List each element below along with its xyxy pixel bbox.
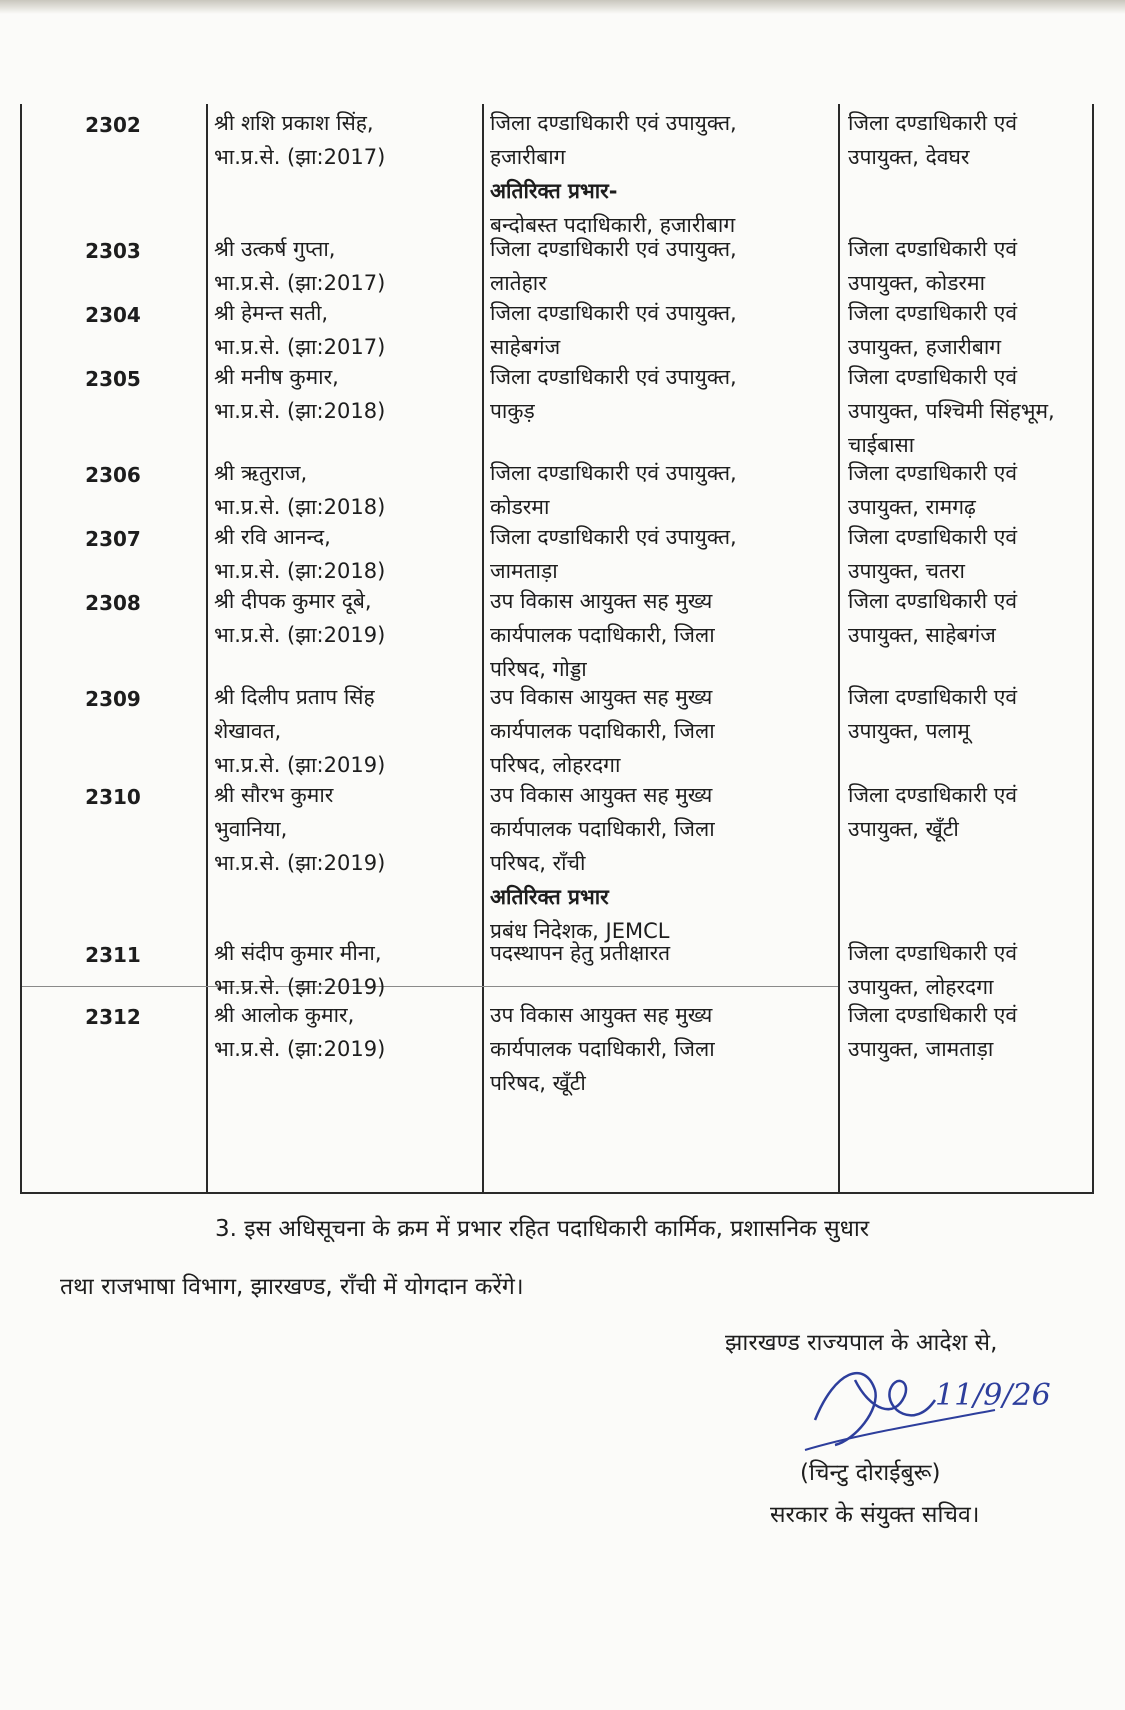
current-posting bbox=[486, 584, 840, 686]
current-posting-line: जिला दण्डाधिकारी एवं उपायुक्त, bbox=[490, 237, 737, 261]
new-posting bbox=[842, 106, 1093, 174]
serial-number: 2302 bbox=[85, 113, 141, 137]
current-posting-line: जामताड़ा bbox=[490, 559, 558, 583]
officer-name-line: श्री शशि प्रकाश सिंह, bbox=[214, 111, 374, 135]
paragraph-3-line-2: तथा राजभाषा विभाग, झारखण्ड, राँची में योगदान करेंगे। bbox=[60, 1274, 524, 1300]
officer-name bbox=[208, 232, 486, 300]
new-posting-line: उपायुक्त, पलामू bbox=[848, 719, 970, 743]
current-posting-line: कार्यपालक पदाधिकारी, जिला bbox=[490, 623, 715, 647]
officer-name bbox=[208, 680, 486, 782]
officer-name-line: श्री सौरभ कुमार bbox=[214, 783, 334, 807]
officer-name-line: श्री ऋतुराज, bbox=[214, 461, 308, 485]
signature-date: 11/9/26 bbox=[935, 1378, 1051, 1413]
new-posting bbox=[842, 296, 1093, 364]
officer-name-line: शेखावत, bbox=[214, 719, 282, 743]
current-posting-line: पाकुड़ bbox=[490, 399, 535, 423]
new-posting bbox=[842, 584, 1093, 652]
officer-name bbox=[208, 936, 486, 1004]
officer-name-line: भा.प्र.से. (झा:2017) bbox=[214, 271, 386, 295]
serial-number: 2307 bbox=[85, 527, 141, 551]
serial-number: 2311 bbox=[85, 943, 141, 967]
current-posting-line: उप विकास आयुक्त सह मुख्य bbox=[490, 1003, 713, 1027]
officer-name-line: भा.प्र.से. (झा:2018) bbox=[214, 559, 386, 583]
officer-name-line: भा.प्र.से. (झा:2017) bbox=[214, 145, 386, 169]
officer-name-line: भा.प्र.से. (झा:2019) bbox=[214, 1037, 386, 1061]
signatory-designation: सरकार के संयुक्त सचिव। bbox=[770, 1502, 980, 1528]
current-posting bbox=[486, 520, 840, 588]
current-posting bbox=[486, 456, 840, 524]
officer-name bbox=[208, 360, 486, 428]
current-posting bbox=[486, 778, 840, 948]
current-posting-line: जिला दण्डाधिकारी एवं उपायुक्त, bbox=[490, 525, 737, 549]
officer-name-line: श्री उत्कर्ष गुप्ता, bbox=[214, 237, 336, 261]
current-posting-line: लातेहार bbox=[490, 271, 547, 295]
current-posting bbox=[486, 936, 840, 970]
current-posting-line: उप विकास आयुक्त सह मुख्य bbox=[490, 685, 713, 709]
officer-name-line: श्री दिलीप प्रताप सिंह bbox=[214, 685, 375, 709]
current-posting-line: कार्यपालक पदाधिकारी, जिला bbox=[490, 817, 715, 841]
serial-number: 2310 bbox=[85, 785, 141, 809]
current-posting-line: जिला दण्डाधिकारी एवं उपायुक्त, bbox=[490, 461, 737, 485]
current-posting-line: कोडरमा bbox=[490, 495, 550, 519]
officer-name bbox=[208, 520, 486, 588]
current-posting-line: जिला दण्डाधिकारी एवं उपायुक्त, bbox=[490, 111, 737, 135]
current-posting-line: परिषद, लोहरदगा bbox=[490, 753, 621, 777]
officer-name-line: भा.प्र.से. (झा:2018) bbox=[214, 495, 386, 519]
additional-charge-heading: अतिरिक्त प्रभार bbox=[490, 885, 609, 909]
new-posting-line: उपायुक्त, खूँटी bbox=[848, 817, 959, 841]
new-posting-line: जिला दण्डाधिकारी एवं bbox=[848, 685, 1018, 709]
current-posting-line: कार्यपालक पदाधिकारी, जिला bbox=[490, 1037, 715, 1061]
new-posting-line: जिला दण्डाधिकारी एवं bbox=[848, 589, 1018, 613]
current-posting-line: कार्यपालक पदाधिकारी, जिला bbox=[490, 719, 715, 743]
serial-number: 2303 bbox=[85, 239, 141, 263]
new-posting bbox=[842, 520, 1093, 588]
current-posting-line: हजारीबाग bbox=[490, 145, 566, 169]
current-posting-line: परिषद, राँची bbox=[490, 851, 586, 875]
officer-name-line: श्री संदीप कुमार मीना, bbox=[214, 941, 382, 965]
new-posting bbox=[842, 360, 1093, 462]
current-posting-line: जिला दण्डाधिकारी एवं उपायुक्त, bbox=[490, 365, 737, 389]
signatory-name: (चिन्टु दोराईबुरू) bbox=[800, 1460, 941, 1486]
new-posting-line: जिला दण्डाधिकारी एवं bbox=[848, 1003, 1018, 1027]
new-posting-line: उपायुक्त, हजारीबाग bbox=[848, 335, 1002, 359]
officer-name-line: श्री मनीष कुमार, bbox=[214, 365, 339, 389]
new-posting-line: उपायुक्त, जामताड़ा bbox=[848, 1037, 994, 1061]
current-posting-line: परिषद, खूँटी bbox=[490, 1071, 586, 1095]
officer-name bbox=[208, 456, 486, 524]
new-posting-line: जिला दण्डाधिकारी एवं bbox=[848, 301, 1018, 325]
new-posting-line: उपायुक्त, देवघर bbox=[848, 145, 970, 169]
new-posting bbox=[842, 456, 1093, 524]
new-posting bbox=[842, 778, 1093, 846]
current-posting-line: उप विकास आयुक्त सह मुख्य bbox=[490, 783, 713, 807]
new-posting bbox=[842, 936, 1093, 1004]
officer-name-line: भा.प्र.से. (झा:2019) bbox=[214, 753, 386, 777]
officer-name-line: भा.प्र.से. (झा:2017) bbox=[214, 335, 386, 359]
current-posting-line: जिला दण्डाधिकारी एवं उपायुक्त, bbox=[490, 301, 737, 325]
new-posting-line: उपायुक्त, साहेबगंज bbox=[848, 623, 996, 647]
new-posting-line: जिला दण्डाधिकारी एवं bbox=[848, 111, 1018, 135]
additional-charge-heading: अतिरिक्त प्रभार- bbox=[490, 179, 618, 203]
officer-name bbox=[208, 998, 486, 1066]
officer-name-line: भा.प्र.से. (झा:2019) bbox=[214, 975, 386, 999]
serial-number: 2305 bbox=[85, 367, 141, 391]
new-posting bbox=[842, 680, 1093, 748]
current-posting bbox=[486, 360, 840, 428]
scan-edge bbox=[0, 0, 1125, 14]
new-posting-line: जिला दण्डाधिकारी एवं bbox=[848, 237, 1018, 261]
officer-name-line: भुवानिया, bbox=[214, 817, 288, 841]
paragraph-3-line-1: 3. इस अधिसूचना के क्रम में प्रभार रहित पदाधिकारी कार्मिक, प्रशासनिक सुधार bbox=[215, 1216, 870, 1242]
officer-name bbox=[208, 778, 486, 880]
current-posting-line: पदस्थापन हेतु प्रतीक्षारत bbox=[490, 941, 671, 965]
new-posting-line: जिला दण्डाधिकारी एवं bbox=[848, 525, 1018, 549]
serial-number: 2304 bbox=[85, 303, 141, 327]
new-posting-line: जिला दण्डाधिकारी एवं bbox=[848, 941, 1018, 965]
officer-name bbox=[208, 296, 486, 364]
new-posting bbox=[842, 232, 1093, 300]
serial-number: 2308 bbox=[85, 591, 141, 615]
new-posting-line: चाईबासा bbox=[848, 433, 915, 457]
order-line: झारखण्ड राज्यपाल के आदेश से, bbox=[725, 1330, 998, 1356]
officer-name-line: श्री हेमन्त सती, bbox=[214, 301, 329, 325]
current-posting-line: साहेबगंज bbox=[490, 335, 561, 359]
serial-number: 2309 bbox=[85, 687, 141, 711]
new-posting-line: उपायुक्त, रामगढ़ bbox=[848, 495, 976, 519]
new-posting-line: जिला दण्डाधिकारी एवं bbox=[848, 365, 1018, 389]
new-posting-line: जिला दण्डाधिकारी एवं bbox=[848, 783, 1018, 807]
officer-name bbox=[208, 584, 486, 652]
officer-name-line: भा.प्र.से. (झा:2018) bbox=[214, 399, 386, 423]
additional-charge: बन्दोबस्त पदाधिकारी, हजारीबाग bbox=[490, 213, 736, 237]
new-posting-line: उपायुक्त, पश्चिमी सिंहभूम, bbox=[848, 399, 1055, 423]
officer-name-line: श्री दीपक कुमार दूबे, bbox=[214, 589, 372, 613]
serial-number: 2312 bbox=[85, 1005, 141, 1029]
additional-charge: प्रबंध निदेशक, JEMCL bbox=[490, 919, 670, 943]
current-posting-line: उप विकास आयुक्त सह मुख्य bbox=[490, 589, 713, 613]
officer-name-line: भा.प्र.से. (झा:2019) bbox=[214, 623, 386, 647]
new-posting-line: जिला दण्डाधिकारी एवं bbox=[848, 461, 1018, 485]
officer-name-line: श्री रवि आनन्द, bbox=[214, 525, 331, 549]
current-posting-line: परिषद, गोड्डा bbox=[490, 657, 587, 681]
new-posting-line: उपायुक्त, लोहरदगा bbox=[848, 975, 994, 999]
officer-name-line: श्री आलोक कुमार, bbox=[214, 1003, 355, 1027]
officer-name-line: भा.प्र.से. (झा:2019) bbox=[214, 851, 386, 875]
officer-name bbox=[208, 106, 486, 174]
current-posting bbox=[486, 296, 840, 364]
current-posting bbox=[486, 106, 840, 242]
transfer-table bbox=[20, 104, 1094, 1194]
serial-number: 2306 bbox=[85, 463, 141, 487]
new-posting-line: उपायुक्त, चतरा bbox=[848, 559, 965, 583]
current-posting bbox=[486, 232, 840, 300]
current-posting bbox=[486, 998, 840, 1100]
new-posting-line: उपायुक्त, कोडरमा bbox=[848, 271, 986, 295]
current-posting bbox=[486, 680, 840, 782]
new-posting bbox=[842, 998, 1093, 1066]
